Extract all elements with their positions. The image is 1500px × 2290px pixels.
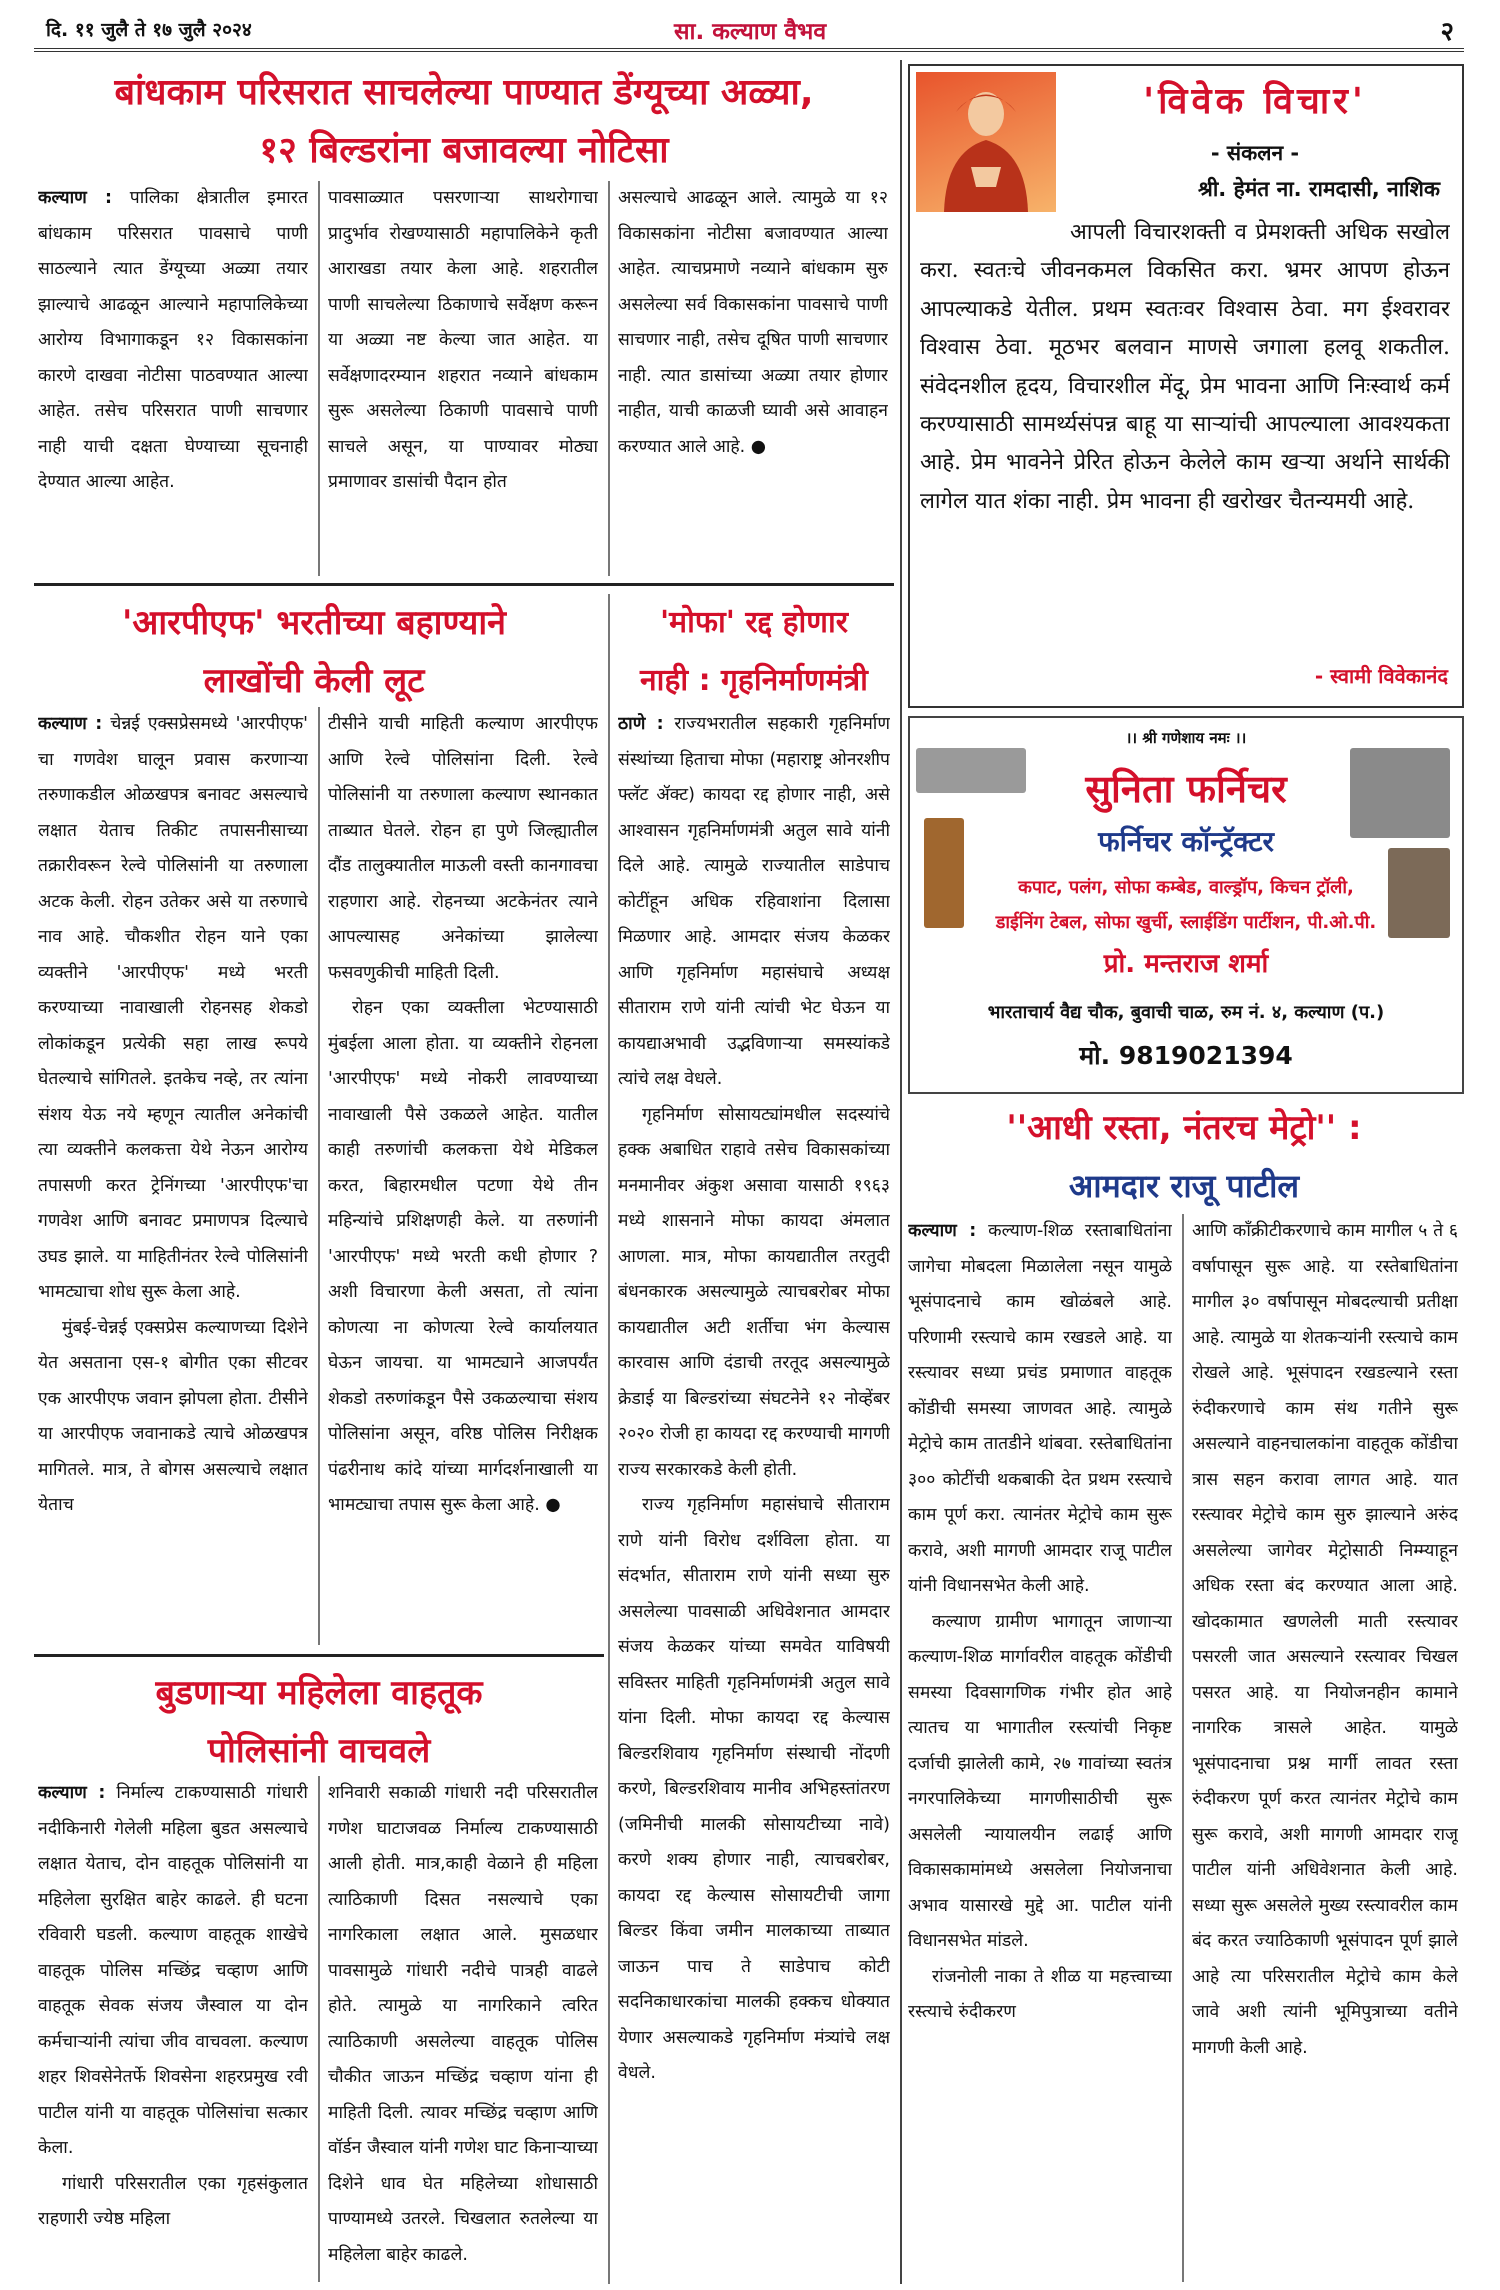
masthead <box>34 10 1464 52</box>
article-text: कल्याण ग्रामीण भागातून जाणाऱ्या कल्याण-शिळ मार्गावरील वाहतूक कोंडीची समस्या दिवसागणिक गंभीर होत आहे त्यातच या भागातील रस्त्यांची निकृष्ट दर्जाची झालेली कामे, २७ गावांच्या स्वतंत्र नगरपालिकेच्या मागणीसाठीची सुरू असलेली न्यायालयीन लढाई आणि विकासकामांमध्ये असलेला नियोजनाचा अभाव यासारखे मुद्दे आ. पाटील यांनी विधानसभेत मांडले. <box>908 1611 1172 1951</box>
ad-mobile: मो. 9819021394 <box>1079 1041 1293 1070</box>
metro-headline-line1: ''आधी रस्ता, नंतरच मेट्रो'' : <box>1006 1108 1362 1148</box>
article-text: पावसाळ्यात पसरणाऱ्या साथरोगाचा प्रादुर्भाव रोखण्यासाठी महापालिकेने कृती आराखडा तयार केला आहे. शहरातील पाणी साचलेल्या ठिकाणाचे सर्वेक्षण करून या अळ्या नष्ट केल्या जात आहेत. या सर्वेक्षणादरम्यान शहरात नव्याने बांधकाम सुरू असलेल्या ठिकाणी पावसाचे पाणी साचले असून, या पाण्यावर मोठ्या प्रमाणावर डासांची पैदान होत <box>328 188 598 492</box>
dengue-col-2 <box>328 181 598 576</box>
swami-portrait-icon <box>916 72 1056 212</box>
metro-col-2 <box>1192 1214 1458 2282</box>
rescue-headline-line1: बुडणाऱ्या महिलेला वाहतूक <box>155 1673 483 1713</box>
ad-items-line1: कपाट, पलंग, सोफा कम्बेड, वाल्ड्रॉप, किचन ट्रॉली, <box>1018 877 1354 898</box>
metro-col-1 <box>908 1214 1172 2282</box>
issue-date: दि. ११ जुलै ते १७ जुलै २०२४ <box>46 19 252 41</box>
dateline: कल्याण : <box>38 1783 106 1803</box>
rpf-headline-line1: 'आरपीएफ' भरतीच्या बहाण्याने <box>121 603 507 643</box>
dengue-headline <box>34 64 894 180</box>
ad-invocation: ।। श्री गणेशाय नमः ।। <box>1125 729 1247 747</box>
mofa-col <box>618 707 890 2282</box>
dateline: कल्याण : <box>38 714 103 734</box>
vivekananda-portrait <box>916 72 1056 212</box>
article-text: रांजनोली नाका ते शीळ या महत्त्वाच्या रस्त्याचे रुंदीकरण <box>908 1966 1172 2022</box>
article-text: कल्याण-शिळ रस्ताबाधितांना जागेचा मोबदला मिळालेला नसून यामुळे भूसंपादनाचे काम खोळंबले आहे. परिणामी रस्त्याचे काम रखडले आहे. या रस्त्यावर सध्या प्रचंड प्रमाणात वाहतूक कोंडीची समस्या जाणवत आहे. त्यामुळे मेट्रोचे काम तातडीने थांबवा. रस्तेबाधितांना ३०० कोटींची थकबाकी देत प्रथम रस्त्याचे काम पूर्ण करा. त्यानंतर मेट्रोचे काम सुरू करावे, अशी मागणी आमदार राजू पाटील यांनी विधानसभेत केली आहे. <box>908 1221 1172 1596</box>
article-text: राज्य गृहनिर्माण महासंघाचे सीताराम राणे यांनी विरोध दर्शविला होता. या संदर्भात, सीताराम राणे यांनी सध्या सुरु असलेल्या पावसाळी अधिवेशनात आमदार संजय केळकर यांच्या समवेत याविषयी सविस्तर माहिती गृहनिर्माणमंत्री अतुल सावे यांना दिली. मोफा कायदा रद्द केल्यास बिल्डरशिवाय गृहनिर्माण संस्थाची नोंदणी करणे, बिल्डरशिवाय मानीव अभिहस्तांतरण (जमिनीची मालकी सोसायटीच्या नावे) करणे शक्य होणार नाही, त्याचबरोबर, कायदा रद्द केल्यास सोसायटीची जागा बिल्डर किंवा जमीन मालकाच्या ताब्यात जाऊन पाच ते साडेपाच कोटी सदनिकाधारकांचा मालकी हक्कच धोक्यात येणार असल्याकडे गृहनिर्माण मंत्र्यांचे लक्ष वेधले. <box>618 1495 890 2083</box>
vivek-compiled: - संकलन - <box>1210 141 1300 165</box>
ad-proprietor: प्रो. मन्तराज शर्मा <box>1103 949 1269 979</box>
article-text: चेन्नई एक्सप्रेसमध्ये 'आरपीएफ' चा गणवेश घालून प्रवास करणाऱ्या तरुणाकडील ओळखपत्र बनावट असल्याचे लक्षात येताच तिकीट तपासनीसाच्या तक्रारीवरून रेल्वे पोलिसांनी या तरुणाला अटक केली. रोहन उतेकर असे या तरुणाचे नाव आहे. चौकशीत रोहन याने एका व्यक्तीने 'आरपीएफ' मध्ये भरती करण्याच्या नावाखाली रोहनसह शेकडो लोकांकडून प्रत्येकी सहा लाख रूपये घेतल्याचे सांगितले. इतकेच नव्हे, तर त्यांना संशय येऊ नये म्हणून त्यातील अनेकांची त्या व्यक्तीने कलकत्ता येथे नेऊन आरोग्य तपासणी करत ट्रेनिंगच्या 'आरपीएफ'चा गणवेश आणि बनावट प्रमाणपत्र दिल्याचे उघड झाले. या माहितीनंतर रेल्वे पोलिसांनी भामट्याचा शोध सुरू केला आहे. <box>38 714 308 1302</box>
article-text: आणि काँक्रीटीकरणाचे काम मागील ५ ते ६ वर्षापासून सुरू आहे. या रस्तेबाधितांना मागील ३० वर्षापासून मोबदल्याची प्रतीक्षा आहे. त्यामुळे या शेतकऱ्यांनी रस्त्याचे काम रोखले आहे. भूसंपादन रखडल्याने रस्ता रुंदीकरणाचे काम संथ गतीने सुरू असल्याने वाहनचालकांना वाहतूक कोंडीचा त्रास सहन करावा लागत आहे. यात रस्त्यावर मेट्रोचे काम सुरु झाल्याने अरुंद असलेल्या जागेवर मेट्रोसाठी निम्म्याहून अधिक रस्ता बंद करण्यात आला आहे. खोदकामात खणलेली माती रस्त्यावर पसरली जात असल्याने रस्त्यावर चिखल पसरत आहे. या नियोजनहीन कामाने नागरिक त्रासले आहेत. यामुळे भूसंपादनाचा प्रश्न मार्गी लावत रस्ता रुंदीकरण पूर्ण करत त्यानंतर मेट्रोचे काम सुरू करावे, अशी मागणी आमदार राजू पाटील यांनी अधिवेशनात केली आहे. सध्या सुरू असलेले मुख्य रस्त्यावरील काम बंद करत ज्याठिकाणी भूसंपादन पूर्ण झाले आहे त्या परिसरातील मेट्रोचे काम केले जावे अशी त्यांनी भूमिपुत्राच्या वतीने मागणी केली आहे. <box>1192 1221 1458 2058</box>
rescue-col-2 <box>328 1776 598 2282</box>
article-text: राज्यभरातील सहकारी गृहनिर्माण संस्थांच्या हिताचा मोफा (महाराष्ट्र ओनरशीप फ्लॅट ॲक्ट) कायदा रद्द होणार नाही, असे आश्वासन गृहनिर्माणमंत्री अतुल सावे यांनी दिले आहे. त्यामुळे राज्यातील साडेपाच कोटींहून अधिक रहिवाशांना दिलासा मिळणार आहे. आमदार संजय केळकर आणि गृहनिर्माण महासंघाचे अध्यक्ष सीताराम राणे यांनी त्यांची भेट घेऊन या कायद्याअभावी उद्भविणाऱ्या समस्यांकडे त्यांचे लक्ष वेधले. <box>618 714 890 1089</box>
rpf-headline-line2: लाखोंची केली लूट <box>203 661 425 701</box>
rpf-col-2 <box>328 707 598 1645</box>
vivek-body: आपली विचारशक्ती व प्रेमशक्ती अधिक सखोल करा. स्वतःचे जीवनकमल विकसित करा. भ्रमर आपण होऊन आपल्याकडे येतील. प्रथम स्वतःवर विश्वास ठेवा. मग ईश्वरावर विश्वास ठेवा. मूठभर बलवान माणसे जगाला हलवू शकतील. संवेदनशील हृदय, विचारशील मेंदू, प्रेम भावना आणि निःस्वार्थ कर्म करण्यासाठी सामर्थ्यसंपन्न बाहू या साऱ्यांची आपल्याला आवश्यकता आहे. प्रेम भावनेने प्रेरित होऊन केलेले काम खऱ्या अर्थाने सार्थकी लागेल यात शंका नाही. प्रेम भावना ही खरोखर चैतन्यमयी आहे. <box>920 220 1450 514</box>
dengue-col-3 <box>618 181 888 576</box>
mofa-headline-line2: नाही : गृहनिर्माणमंत्री <box>640 663 868 698</box>
dengue-headline-line1: बांधकाम परिसरात साचलेल्या पाण्यात डेंग्यूच्या अळ्या, <box>114 72 814 113</box>
article-text: शनिवारी सकाळी गांधारी नदी परिसरातील गणेश घाटाजवळ निर्माल्य टाकण्यासाठी आली होती. मात्र,काही वेळाने ही महिला त्याठिकाणी दिसत नसल्याचे एका नागरिकाला लक्षात आले. मुसळधार पावसामुळे गांधारी नदीचे पात्रही वाढले होते. त्यामुळे या नागरिकाने त्वरित त्याठिकाणी असलेल्या वाहतूक पोलिस चौकीत जाऊन मच्छिंद्र चव्हाण यांना ही माहिती दिली. त्यावर मच्छिंद्र चव्हाण आणि वॉर्डन जैस्वाल यांनी गणेश घाट किनाऱ्याच्या दिशेने धाव घेत महिलेच्या शोधासाठी पाण्यामध्ये उतरले. चिखलात रुतलेल्या या महिलेला बाहेर काढले. <box>328 1783 598 2265</box>
rpf-col-1 <box>38 707 308 1645</box>
dateline: कल्याण : <box>908 1221 977 1241</box>
newspaper-name: सा. कल्याण वैभव <box>674 19 827 45</box>
vivek-author: श्री. हेमंत ना. रामदासी, नाशिक <box>1197 177 1440 201</box>
page-number: २ <box>1440 17 1454 47</box>
vivek-vichar-box <box>908 64 1464 708</box>
end-mark-icon: ● <box>545 1495 561 1515</box>
mofa-headline-line1: 'मोफा' रद्द होणार <box>659 605 849 640</box>
article-text: टीसीने याची माहिती कल्याण आरपीएफ आणि रेल्वे पोलिसांना दिली. रेल्वे पोलिसांनी या तरुणाला कल्याण स्थानकात ताब्यात घेतले. रोहन हा पुणे जिल्ह्यातील दौंड तालुक्यातील माऊली वस्ती कानगावचा राहणारा आहे. रोहनच्या अटकेनंतर त्याने आपल्यासह अनेकांच्या झालेल्या फसवणुकीची माहिती दिली. <box>328 714 598 983</box>
mofa-headline <box>614 594 894 710</box>
article-text: रोहन एका व्यक्तीला भेटण्यासाठी मुंबईला आला होता. या व्यक्तीने रोहनला 'आरपीएफ' मध्ये नोकरी लावण्याच्या नावाखाली पैसे उकळले आहेत. यातील काही तरुणांची कलकत्ता येथे मेडिकल करत, बिहारमधील पटणा येथे तीन महिन्यांचे प्रशिक्षणही केले. या तरुणांनी 'आरपीएफ' मध्ये भरती कधी होणार ? अशी विचारणा केली असता, तो त्यांना कोणत्या ना कोणत्या रेल्वे कार्यालयात घेऊन जायचा. या भामट्याने आजपर्यंत शेकडो तरुणांकडून पैसे उकळल्याचा संशय पोलिसांना असून, वरिष्ठ पोलिस निरीक्षक पंढरीनाथ कांदे यांच्या मार्गदर्शनाखाली या भामट्याचा तपास सुरू केला आहे. <box>328 998 598 1515</box>
ad-subtitle: फर्निचर कॉन्ट्रॅक्टर <box>1098 825 1274 858</box>
ad-address: भारताचार्य वैद्य चौक, बुवाची चाळ, रुम नं. ४, कल्याण (प.) <box>987 1002 1385 1023</box>
dengue-headline-line2: १२ बिल्डरांना बजावल्या नोटिसा <box>259 130 669 171</box>
article-text: मुंबई-चेन्नई एक्सप्रेस कल्याणच्या दिशेने येत असताना एस-१ बोगीत एका सीटवर एक आरपीएफ जवान झोपला होता. टीसीने या आरपीएफ जवानाकडे त्याचे ओळखपत्र मागितले. मात्र, ते बोगस असल्याचे लक्षात येताच <box>38 1317 308 1515</box>
vivek-signature: - स्वामी विवेकानंद <box>1314 664 1448 688</box>
metro-headline-line2: आमदार राजू पाटील <box>1068 1167 1300 1205</box>
dateline: ठाणे : <box>618 714 664 734</box>
article-text: पालिका क्षेत्रातील इमारत बांधकाम परिसरात पावसाचे पाणी साठल्याने त्यात डेंग्यूच्या अळ्या तयार झाल्याचे आढळून आल्याने महापालिकेच्या आरोग्य विभागाकडून १२ विकासकांना कारणे दाखवा नोटीसा पाठवण्यात आल्या आहेत. तसेच परिसरात पाणी साचणार नाही याची दक्षता घेण्याच्या सूचनाही देण्यात आल्या आहेत. <box>38 188 308 492</box>
article-text: असल्याचे आढळून आले. त्यामुळे या १२ विकासकांना नोटीसा बजावण्यात आल्या आहेत. त्याचप्रमाणे नव्याने बांधकाम सुरु असलेल्या सर्व विकासकांना पावसाचे पाणी साचणार नाही, तसेच दूषित पाणी साचणार नाही. त्यात डासांच्या अळ्या तयार होणार नाहीत, याची काळजी घ्यावी असे आवाहन करण्यात आले आहे. <box>618 188 888 457</box>
article-text: गांधारी परिसरातील एका गृहसंकुलात राहणारी ज्येष्ठ महिला <box>38 2173 308 2229</box>
rpf-headline <box>34 594 594 710</box>
rescue-headline-line2: पोलिसांनी वाचवले <box>207 1731 431 1771</box>
vivek-title: 'विवेक विचार' <box>1143 81 1367 122</box>
article-text: निर्माल्य टाकण्यासाठी गांधारी नदीकिनारी गेलेली महिला बुडत असल्याचे लक्षात येताच, दोन वाहतूक पोलिसांनी या महिलेला सुरक्षित बाहेर काढले. ही घटना रविवारी घडली. कल्याण वाहतूक शाखेचे वाहतूक पोलिस मच्छिंद्र चव्हाण आणि वाहतूक सेवक संजय जैस्वाल या दोन कर्मचाऱ्यांनी त्यांचा जीव वाचवला. कल्याण शहर शिवसेनेतर्फे शिवसेना शहरप्रमुख रवी पाटील यांनी या वाहतूक पोलिसांचा सत्कार केला. <box>38 1783 308 2158</box>
rescue-headline <box>34 1664 604 1780</box>
dateline: कल्याण : <box>38 188 113 208</box>
ad-items-line2: डाईनिंग टेबल, सोफा खुर्ची, स्लाईडिंग पार्टीशन, पी.ओ.पी. <box>995 912 1377 933</box>
rescue-col-1 <box>38 1776 308 2282</box>
dengue-col-1 <box>38 181 308 576</box>
article-text: गृहनिर्माण सोसायट्यांमधील सदस्यांचे हक्क अबाधित राहावे तसेच विकासकांच्या मनमानीवर अंकुश असावा यासाठी १९६३ मध्ये शासनाने मोफा कायदा अंमलात आणला. मात्र, मोफा कायद्यातील तरतुदी बंधनकारक असल्यामुळे त्याचबरोबर मोफा कायद्यातील अटी शर्तीचा भंग केल्यास कारवास आणि दंडाची तरतूद असल्यामुळे क्रेडाई या बिल्डरांच्या संघटनेने १२ नोव्हेंबर २०२० रोजी हा कायदा रद्द करण्याची मागणी राज्य सरकारकडे केली होती. <box>618 1104 890 1480</box>
furniture-ad <box>908 716 1464 1094</box>
ad-business-name: सुनिता फर्निचर <box>1085 767 1287 811</box>
end-mark-icon: ● <box>750 436 767 457</box>
